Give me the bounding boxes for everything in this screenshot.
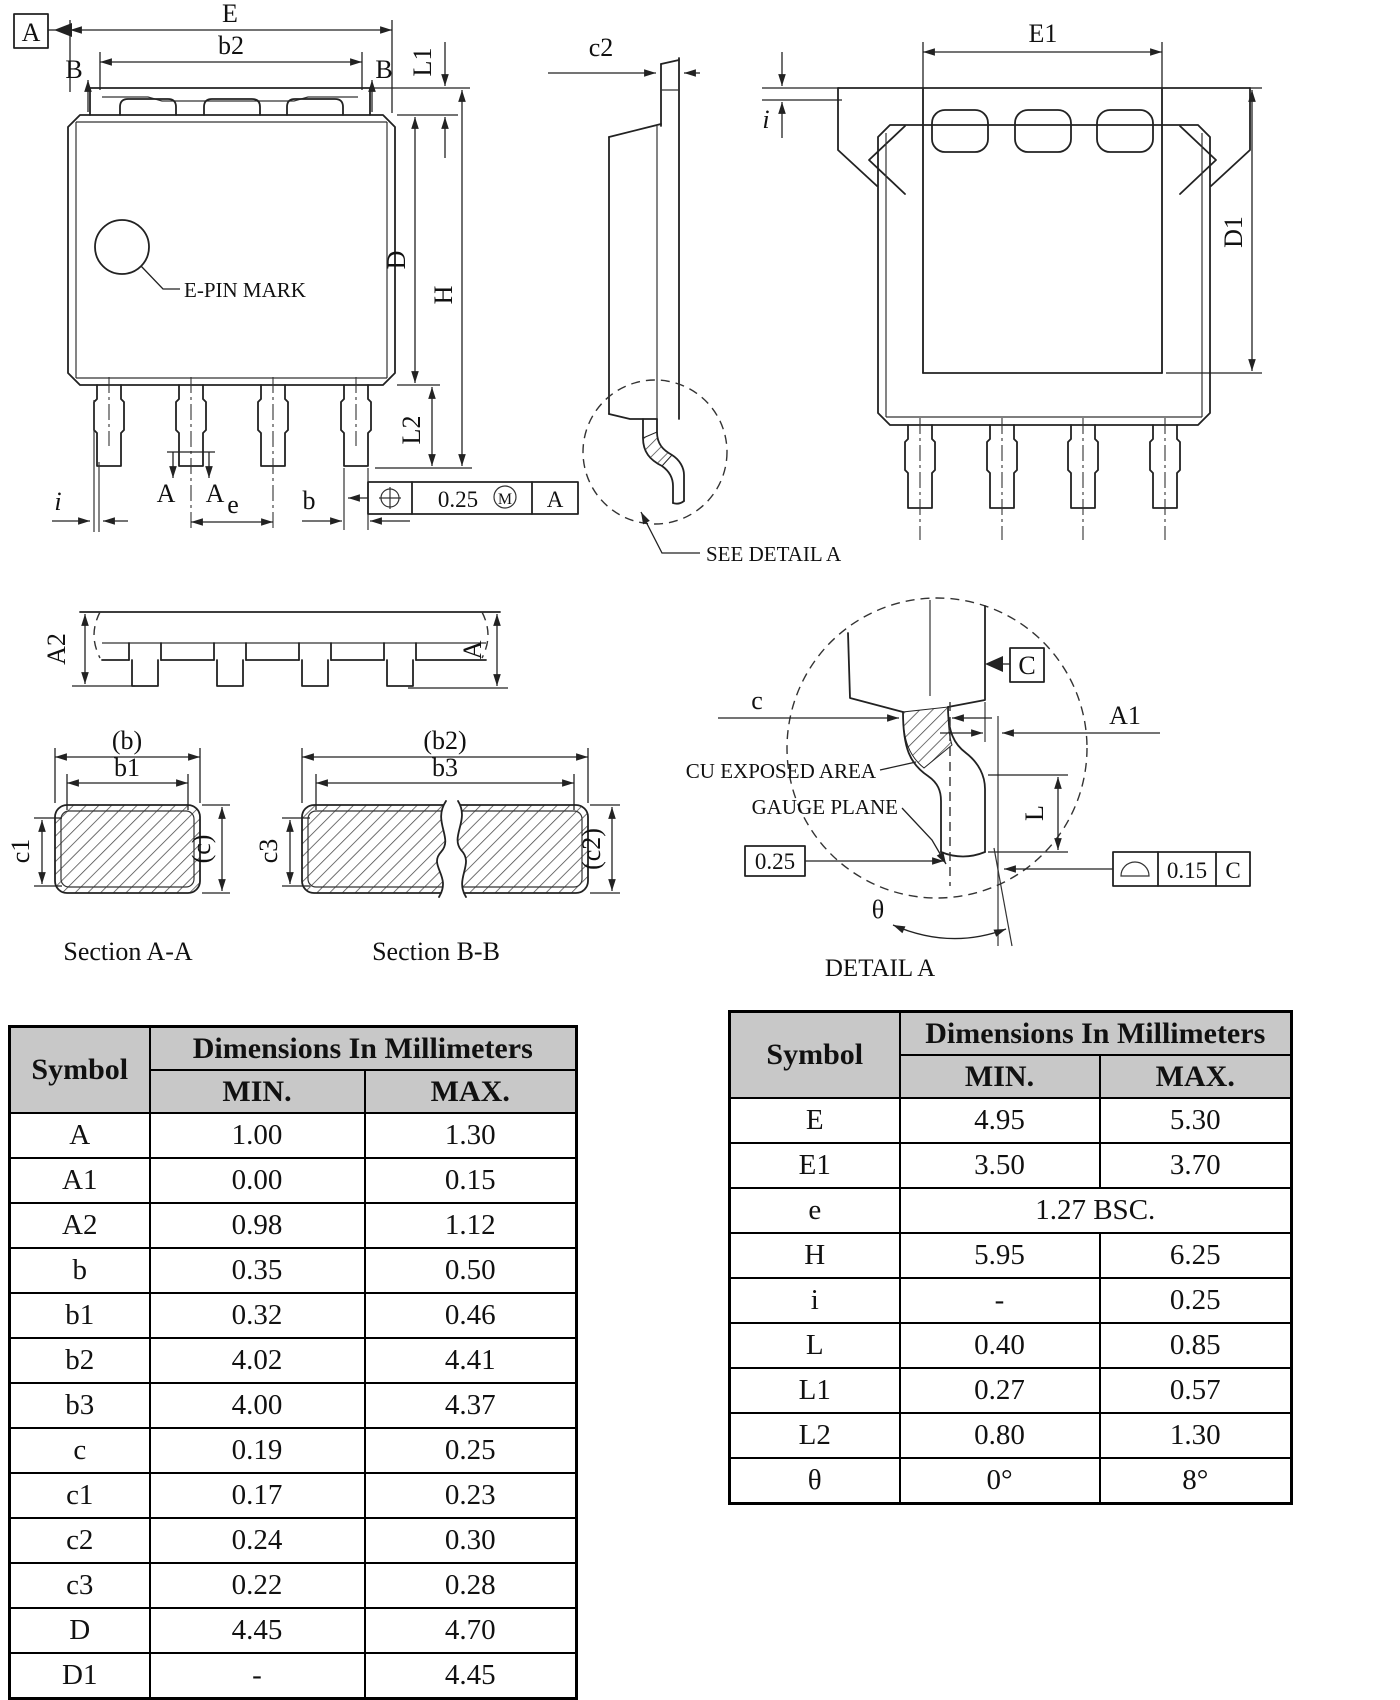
side-lead — [643, 419, 684, 504]
dim-e1-label: E1 — [1028, 19, 1058, 48]
profile-fcf-tolerance: 0.15 — [1166, 858, 1208, 883]
table-row — [730, 1323, 1292, 1368]
cu-exposed-label: CU EXPOSED AREA — [685, 759, 876, 783]
cell-max: 1.30 — [365, 1113, 577, 1158]
dim-c2-ref-label: (c2) — [577, 828, 606, 870]
cell-min: - — [150, 1653, 365, 1699]
datum-c-arrow — [985, 656, 1003, 672]
table-row — [10, 1338, 577, 1383]
cell-max: 0.23 — [365, 1473, 577, 1518]
cell-min: 0.40 — [900, 1323, 1100, 1368]
bottom-leads — [102, 643, 486, 686]
cell-symbol: b2 — [10, 1338, 150, 1383]
front-tab — [90, 88, 370, 115]
cell-min: - — [900, 1278, 1100, 1323]
cell-max: 4.41 — [365, 1338, 577, 1383]
section-b-mark-right: B — [375, 55, 393, 84]
table-row — [10, 1563, 577, 1608]
pin1-mark-circle — [95, 220, 149, 274]
cell-max: 6.25 — [1100, 1233, 1292, 1278]
cell-symbol: E — [730, 1098, 900, 1143]
dim-b-ref-label: (b) — [111, 726, 143, 755]
cell-symbol: L — [730, 1323, 900, 1368]
table-row — [10, 1428, 577, 1473]
table-row — [730, 1413, 1292, 1458]
cell-symbol: L1 — [730, 1368, 900, 1413]
table-row — [10, 1203, 577, 1248]
dim-b1-label: b1 — [114, 753, 140, 782]
section-bb — [254, 726, 620, 966]
cell-max: 5.30 — [1100, 1098, 1292, 1143]
cell-symbol: D1 — [10, 1653, 150, 1699]
header-min: MIN. — [900, 1055, 1100, 1098]
dim-h-label: H — [429, 285, 458, 305]
cell-min: 0° — [900, 1458, 1100, 1504]
fcf-tolerance: 0.25 — [437, 487, 479, 512]
profile-fcf-datum: C — [1225, 858, 1241, 883]
table-row — [10, 1293, 577, 1338]
cell-max: 0.28 — [365, 1563, 577, 1608]
cell-min: 4.02 — [150, 1338, 365, 1383]
cell-min: 3.50 — [900, 1143, 1100, 1188]
dim-a1-label: A1 — [1109, 701, 1141, 730]
table-row — [10, 1473, 577, 1518]
dim-a-label: A — [458, 640, 487, 660]
table-row — [730, 1368, 1292, 1413]
header-dimensions: Dimensions In Millimeters — [900, 1012, 1292, 1056]
cell-min: 0.24 — [150, 1518, 365, 1563]
cell-max: 0.30 — [365, 1518, 577, 1563]
cell-min: 0.80 — [900, 1413, 1100, 1458]
cell-symbol: c2 — [10, 1518, 150, 1563]
basic-dim-label: 0.25 — [754, 849, 796, 874]
table-row — [10, 1113, 577, 1158]
cell-min: 0.00 — [150, 1158, 365, 1203]
table-row — [730, 1143, 1292, 1188]
section-bb-caption: Section B-B — [372, 937, 500, 966]
section-a-mark-right: A — [205, 479, 225, 508]
cell-symbol: c3 — [10, 1563, 150, 1608]
front-body — [68, 115, 395, 385]
dim-i-label: i — [54, 487, 62, 516]
header-symbol: Symbol — [730, 1012, 900, 1099]
cell-min: 4.00 — [150, 1383, 365, 1428]
cell-min: 0.98 — [150, 1203, 365, 1248]
dim-b2-ref-label: (b2) — [423, 726, 467, 755]
header-symbol: Symbol — [10, 1027, 150, 1114]
cell-max: 4.70 — [365, 1608, 577, 1653]
cell-symbol: θ — [730, 1458, 900, 1504]
dimension-table-right — [728, 1010, 1293, 1505]
cell-max: 0.25 — [1100, 1278, 1292, 1323]
cell-symbol: b3 — [10, 1383, 150, 1428]
cell-symbol: e — [730, 1188, 900, 1233]
cell-max: 4.37 — [365, 1383, 577, 1428]
cell-symbol: H — [730, 1233, 900, 1278]
back-pins — [905, 418, 1180, 540]
detail-lead — [903, 707, 985, 857]
cu-exposed-hatch — [903, 707, 952, 768]
dim-l1-label: L1 — [408, 47, 437, 77]
position-fcf — [348, 482, 578, 514]
cell-symbol: i — [730, 1278, 900, 1323]
header-min: MIN. — [150, 1070, 365, 1113]
table-row — [10, 1653, 577, 1699]
dim-e-label: E — [222, 0, 238, 28]
pin-mark-label: E-PIN MARK — [184, 278, 306, 302]
cell-min: 0.32 — [150, 1293, 365, 1338]
cell-max: 8° — [1100, 1458, 1292, 1504]
table-row — [10, 1518, 577, 1563]
table-row — [10, 1248, 577, 1293]
dim-i-back-label: i — [762, 105, 770, 134]
dim-l-label: L — [1020, 805, 1049, 821]
table-row — [730, 1188, 1292, 1233]
table-row — [730, 1458, 1292, 1504]
section-a-mark-left: A — [156, 479, 176, 508]
header-dimensions: Dimensions In Millimeters — [150, 1027, 577, 1071]
cell-symbol: c — [10, 1428, 150, 1473]
dim-c3-label: c3 — [254, 838, 283, 864]
table-row — [730, 1098, 1292, 1143]
back-body — [878, 125, 1210, 425]
back-tab — [838, 88, 1250, 373]
cell-symbol: E1 — [730, 1143, 900, 1188]
section-b-mark-left: B — [65, 55, 83, 84]
cell-min: 4.45 — [150, 1608, 365, 1653]
datum-c-label: C — [1018, 651, 1036, 680]
cell-symbol: c1 — [10, 1473, 150, 1518]
cell-max: 0.46 — [365, 1293, 577, 1338]
datum-arrow — [54, 23, 72, 37]
dim-l2-label: L2 — [397, 415, 426, 445]
front-view — [14, 0, 578, 532]
cell-symbol: b1 — [10, 1293, 150, 1338]
table-row — [10, 1608, 577, 1653]
cell-max: 0.57 — [1100, 1368, 1292, 1413]
cell-min: 0.35 — [150, 1248, 365, 1293]
table-row — [730, 1278, 1292, 1323]
dim-b3-label: b3 — [432, 753, 458, 782]
detail-a — [686, 598, 1250, 982]
see-detail-label: SEE DETAIL A — [706, 542, 842, 566]
profile-of-surface-symbol — [1121, 862, 1149, 876]
dimension-table-left — [8, 1025, 578, 1700]
cell-max: 4.45 — [365, 1653, 577, 1699]
cell-max: 1.12 — [365, 1203, 577, 1248]
header-max: MAX. — [365, 1070, 577, 1113]
section-aa-caption: Section A-A — [63, 937, 193, 966]
cell-max: 0.50 — [365, 1248, 577, 1293]
cell-max: 3.70 — [1100, 1143, 1292, 1188]
table-row — [10, 1383, 577, 1428]
cell-min: 0.19 — [150, 1428, 365, 1473]
cell-span-value: 1.27 BSC. — [900, 1188, 1292, 1233]
cell-max: 0.15 — [365, 1158, 577, 1203]
dim-d1-label: D1 — [1219, 216, 1248, 248]
dim-c-ref-label: (c) — [187, 834, 216, 864]
datum-a-label: A — [21, 18, 41, 47]
dim-e-pitch-label: e — [227, 490, 239, 519]
header-max: MAX. — [1100, 1055, 1292, 1098]
back-view — [762, 19, 1262, 540]
cell-min: 0.17 — [150, 1473, 365, 1518]
section-aa-cut — [55, 805, 200, 893]
mmc-letter: M — [497, 491, 513, 508]
cell-min: 4.95 — [900, 1098, 1100, 1143]
dim-b2-label: b2 — [218, 31, 244, 60]
cell-symbol: A1 — [10, 1158, 150, 1203]
cell-max: 0.25 — [365, 1428, 577, 1473]
table-row — [730, 1233, 1292, 1278]
dim-theta-label: θ — [871, 895, 885, 924]
dim-c2-label: c2 — [588, 33, 614, 62]
side-body — [609, 58, 679, 419]
dim-b-label: b — [302, 486, 316, 515]
cell-symbol: A — [10, 1113, 150, 1158]
cell-symbol: b — [10, 1248, 150, 1293]
cell-symbol: A2 — [10, 1203, 150, 1248]
gauge-plane-label: GAUGE PLANE — [751, 795, 898, 819]
cell-min: 1.00 — [150, 1113, 365, 1158]
cell-max: 1.30 — [1100, 1413, 1292, 1458]
dim-c1-label: c1 — [6, 838, 35, 864]
dim-c-label: c — [751, 686, 763, 715]
cell-min: 5.95 — [900, 1233, 1100, 1278]
side-view — [548, 33, 842, 566]
cell-min: 0.22 — [150, 1563, 365, 1608]
cell-symbol: D — [10, 1608, 150, 1653]
cell-max: 0.85 — [1100, 1323, 1292, 1368]
bottom-view — [42, 612, 508, 688]
section-aa — [6, 726, 230, 966]
cell-symbol: L2 — [730, 1413, 900, 1458]
detail-a-caption: DETAIL A — [824, 955, 936, 982]
table-row — [10, 1158, 577, 1203]
fcf-datum-ref: A — [546, 487, 564, 512]
dim-a2-label: A2 — [42, 633, 71, 665]
cell-min: 0.27 — [900, 1368, 1100, 1413]
dim-d-label: D — [382, 250, 411, 270]
